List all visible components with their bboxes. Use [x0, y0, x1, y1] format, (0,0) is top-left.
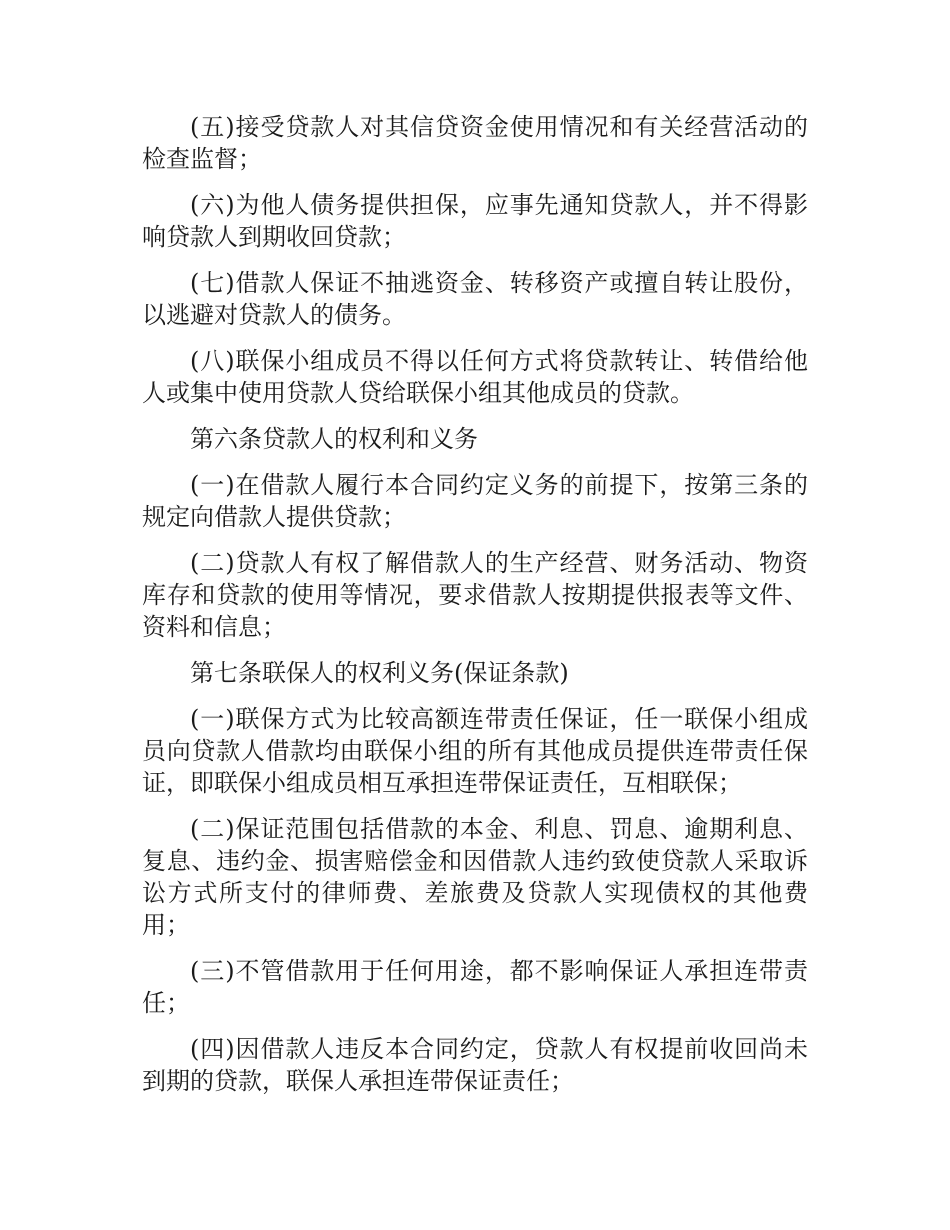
clause-item: (七)借款人保证不抽逃资金、转移资产或擅自转让股份，以逃避对贷款人的债务。 [142, 269, 808, 329]
article-heading: 第六条贷款人的权利和义务 [190, 425, 478, 453]
clause-item: (一)在借款人履行本合同约定义务的前提下，按第三条的规定向借款人提供贷款； [142, 471, 808, 531]
clause-item: (八)联保小组成员不得以任何方式将贷款转让、转借给他人或集中使用贷款人贷给联保小组其他成员的贷款。 [142, 347, 808, 407]
clause-item: (三)不管借款用于任何用途，都不影响保证人承担连带责任； [142, 957, 808, 1017]
clause-item: (四)因借款人违反本合同约定，贷款人有权提前收回尚未到期的贷款，联保人承担连带保证责任； [142, 1035, 808, 1095]
clause-item: (二)保证范围包括借款的本金、利息、罚息、逾期利息、复息、违约金、损害赔偿金和因借款人违约致使贷款人采取诉讼方式所支付的律师费、差旅费及贷款人实现债权的其他费用； [142, 815, 808, 939]
document-body [142, 111, 808, 1111]
clause-item: (二)贷款人有权了解借款人的生产经营、财务活动、物资库存和贷款的使用等情况，要求借款人按期提供报表等文件、资料和信息； [142, 549, 808, 641]
clause-item: (五)接受贷款人对其信贷资金使用情况和有关经营活动的检查监督； [142, 113, 808, 173]
clause-item: (一)联保方式为比较高额连带责任保证，任一联保小组成员向贷款人借款均由联保小组的所有其他成员提供连带责任保证，即联保小组成员相互承担连带保证责任，互相联保； [142, 705, 808, 797]
clause-item: (六)为他人债务提供担保，应事先通知贷款人，并不得影响贷款人到期收回贷款； [142, 191, 808, 251]
article-heading: 第七条联保人的权利义务(保证条款) [190, 659, 569, 687]
